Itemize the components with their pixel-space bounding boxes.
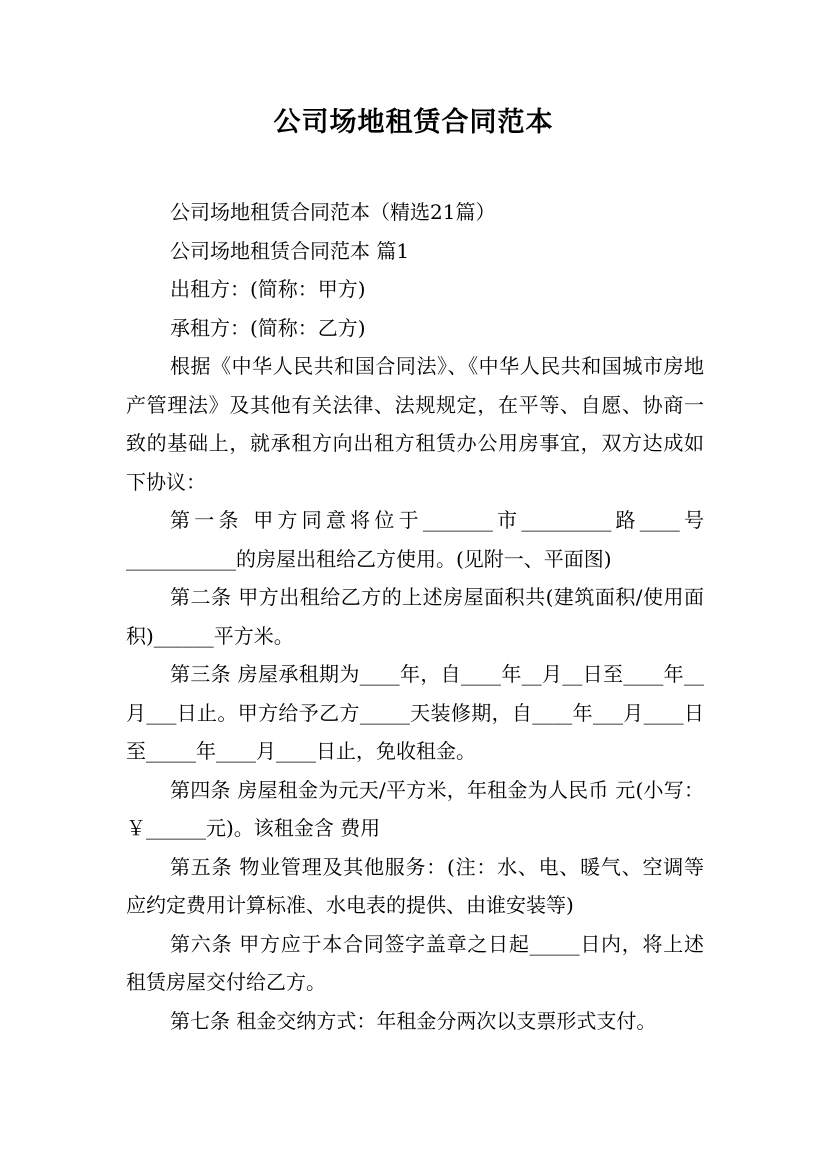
paragraph-lessor: 出租方：(简称：甲方) xyxy=(170,277,366,301)
paragraph-article-2: 第二条 甲方出租给乙方的上述房屋面积共(建筑面积/使用面积)______平方米。 xyxy=(126,585,704,648)
document-body xyxy=(126,193,704,1040)
paragraph-article-6: 第六条 甲方应于本合同签字盖章之日起_____日内，将上述租赁房屋交付给乙方。 xyxy=(126,931,704,994)
paragraph-article-7: 第七条 租金交纳方式：年租金分两次以支票形式支付。 xyxy=(170,1008,657,1033)
paragraph-section-heading: 公司场地租赁合同范本 篇1 xyxy=(170,238,410,263)
paragraph-article-5: 第五条 物业管理及其他服务：(注：水、电、暖气、空调等应约定费用计算标准、水电表的提供、由谁安装等) xyxy=(126,854,704,917)
paragraph-lessee: 承租方：(简称：乙方) xyxy=(170,315,366,340)
document-title: 公司场地租赁合同范本 xyxy=(273,107,554,138)
paragraph-article-3: 第三条 房屋承租期为____年，自____年__月__日至____年__月___日止。甲方给予乙方_____天装修期，自____年___月____日至_____年____月____日止，免收租金。 xyxy=(126,662,704,763)
paragraph-article-4: 第四条 房屋租金为元天/平方米，年租金为人民币 元(小写：￥______元)。该租金含 费用 xyxy=(126,777,704,840)
paragraph-preamble: 根据《中华人民共和国合同法》、《中华人民共和国城市房地产管理法》及其他有关法律、法规规定，在平等、自愿、协商一致的基础上，就承租方向出租方租赁办公用房事宜，双方达成如下协议： xyxy=(126,354,704,494)
paragraph-article-1: 第一条 甲方同意将位于_______市_________路____号___________的房屋出租给乙方使用。(见附一、平面图) xyxy=(126,508,704,571)
paragraph-subtitle: 公司场地租赁合同范本（精选21篇） xyxy=(170,200,496,224)
